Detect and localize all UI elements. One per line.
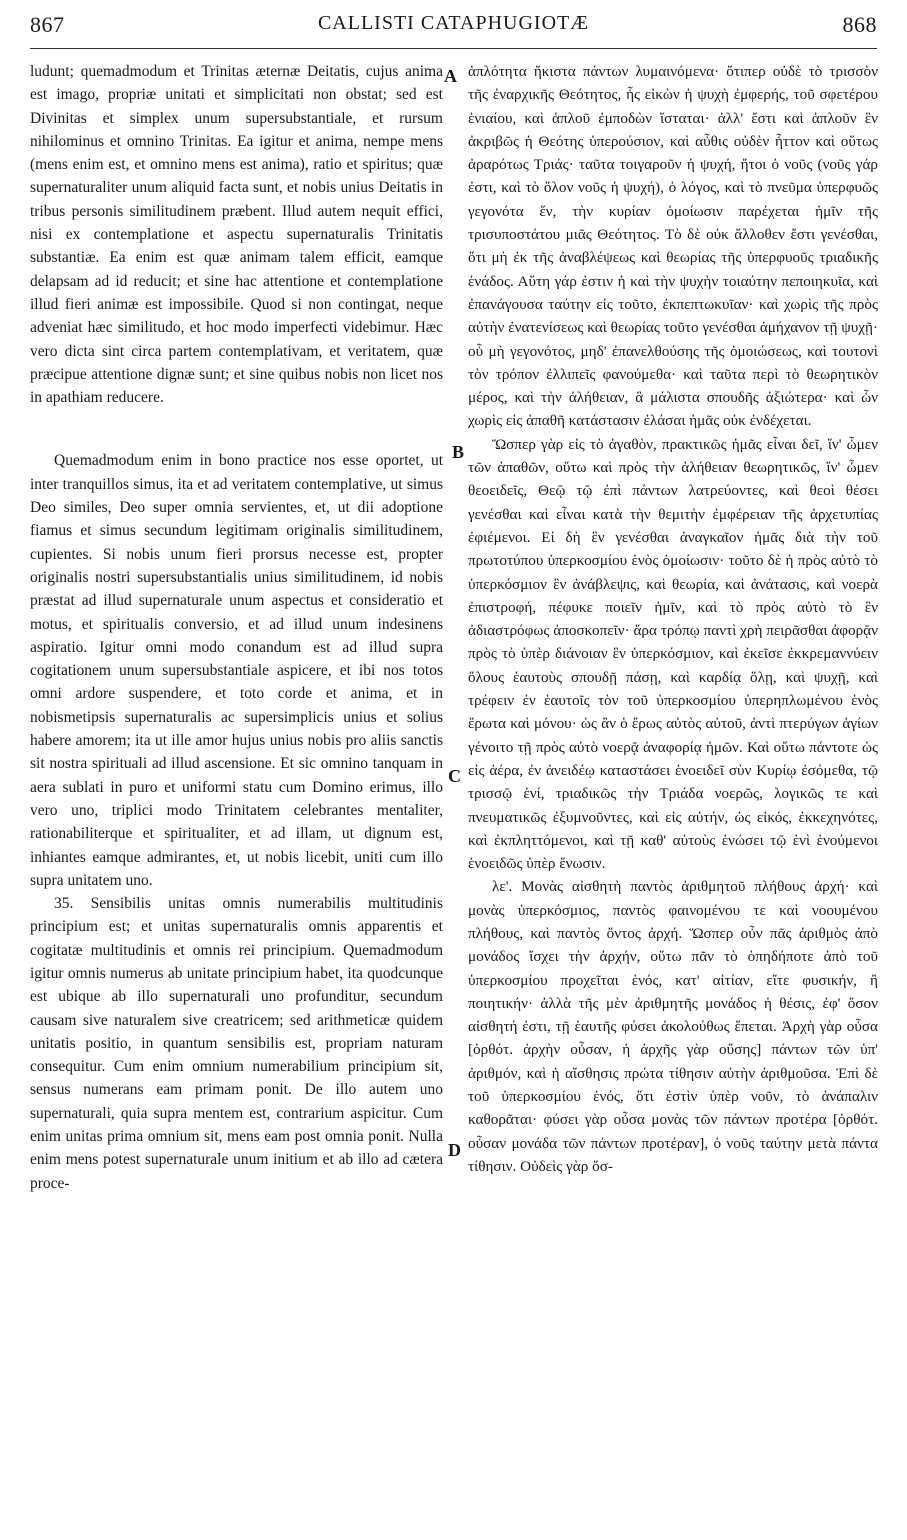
greek-column: [468, 60, 878, 1178]
greek-paragraph-1: ἁπλότητα ἥκιστα πάντων λυμαινόμενα· ὅτιπερ οὐδὲ τὸ τρισσὸν τῆς ἐναρχικῆς Θεότητος, ἧς εἰκὼν ἡ ψυχὴ ἐμφερής, τοῦ σφετέρου ἑνιαίου, καὶ ἁπλοῦ ἐμποδὼν ἵσταται· ἀλλ' ἔστι καὶ ἁπλοῦν ἓν ἀκριβῶς ἡ Θεότης ὑπερούσιον, καὶ αὖθις οὐδὲν ἧττον καὶ οὕτως ἀραρότως Τριάς· ταῦτα τοιγαροῦν ἡ ψυχή, ἤτοι ὁ νοῦς (νοῦς γάρ ἐστι, καὶ τὸ ὅλον νοῦς ἡ ψυχή), ὁ λόγος, καὶ τὸ πνεῦμα ὑπερφυῶς γεγονότα ἕν, τὴν κυρίαν ὁμοίωσιν παρέχεται ἡμῖν τῆς τρισυποστάτου μιᾶς Θεότητος. Τὸ δὲ οὐκ ἄλλοθεν ἔστι γενέσθαι, ὅτι μὴ ἐκ τῆς ἀναβλέψεως καὶ θεωρίας τῆς ὑπερφυοῦς τριαδικῆς ἑνάδος. Αὕτη γάρ ἐστιν ἡ καὶ τὴν ψυχὴν τοιαύτην πεποιηκυῖα, καὶ ἐπανάγουσα ταύτην εἰς τοῦτο, ἐκπεπτωκυῖαν· καὶ χωρὶς τῆς πρὸς αὐτὴν ἐνατενίσεως καὶ θεωρίας τοῦτο γενέσθαι ἀμήχανον τῇ ψυχῇ· οὗ μὴ γεγονότος, μηδ' ἐπανελθούσης τῆς ὁμοιώσεως, καὶ τουτονὶ τὸν τρόπον ἐλλιπεῖς φανούμεθα· καὶ ταῦτα περὶ τὸ θεωρητικὸν μέρος, καὶ τὴν ἀλήθειαν, ἃ μάλιστα σπουδῆς ἀξιώτερα· καὶ ὧν χωρὶς εἰς ἀπαθῆ κατάστασιν ἐλάσαι ἡμᾶς οὐκ ἐνδέχεται.: [468, 63, 878, 430]
greek-paragraph-3: λε'. Μονὰς αἰσθητὴ παντὸς ἀριθμητοῦ πλήθους ἀρχή· καὶ μονὰς ὑπερκόσμιος, παντὸς φαινομένου τε καὶ νοουμένου πλήθους, καὶ παντὸς ὄντος ἀρχή. Ὥσπερ οὖν πᾶς ἀριθμὸς ἀπὸ μονάδος ἴσχει τὴν ἀρχήν, οὕτω πᾶν τὸ ὁπηδήποτε ἀπὸ τοῦ ὑπερκοσμίου προχεῖται ἑνός, κατ' αἰτίαν, εἴτε φυσικήν, ἢ ποιητικήν· ἀλλὰ τῆς μὲν ἀριθμητῆς μονάδος ἡ θέσις, ἐφ' ὅσον αἰσθητή ἐστι, τῇ ἑαυτῆς φύσει ἀκολούθως ἕπεται. Ἀρχὴ γὰρ οὖσα [ὀρθότ. ἀρχὴν οὖσαν, ἡ ἀρχῆς γὰρ οὔσης] πάντων τῶν ὑπ' ἀριθμόν, καὶ ἡ αἴσθησις πρώτα τίθησιν αὐτὴν ἀριθμοῦσα. Ἐπὶ δὲ τοῦ ὑπερκοσμίου ἑνός, ὅτι ἐστὶν ὑπὲρ νοῦν, τὸ ἀνάπαλιν καθορᾶται· φύσει γὰρ οὖσα μονὰς τῶν πάντων προτέρα [ὀρθότ. οὖσαν μονάδα τῶν πάντων προτέραν], ὁ νοῦς ταύτην μετὰ πάντα τίθησιν. Οὐδεὶς γὰρ ὅσ-: [468, 878, 878, 1175]
section-marker-b: B: [452, 442, 465, 462]
page-header: [30, 8, 877, 49]
left-page-number: 867: [30, 12, 65, 37]
greek-paragraph-2: Ὥσπερ γὰρ εἰς τὸ ἀγαθὸν, πρακτικῶς ἡμᾶς εἶναι δεῖ, ἵν' ὦμεν τῶν ἀπαθῶν, οὕτω καὶ πρὸς τὴν ἀλήθειαν θεωρητικῶς, ἵν' ὦμεν θεοειδεῖς, Θεῷ τῷ ἐπὶ πάντων λατρεύοντες, καὶ θεοὶ θέσει γενέσθαι καὶ εἶναι κατὰ τὴν θεμιτὴν ἐμφέρειαν τῆς ἀρχετυπίας ἐφιέμενοι. Εἰ δὴ ἓν γενέσθαι ἀναγκαῖον ἡμᾶς διὰ τὴν τοῦ πρωτοτύπου ὑπερκοσμίου ἑνὸς ὁμοίωσιν· τοῦτο δὲ ἡ πρὸς αὐτὸ τὸ ὑπερκόσμιον ἓν ἀνάβλεψις, καὶ θεωρία, καὶ ἀνάτασις, καὶ νοερὰ ἐπιστροφή, πέφυκε ποιεῖν ἡμῖν, καὶ τὸ πρὸς αὐτὸ τὸ ἓν ἀδιαστρόφως ἀποσκοπεῖν· ἄρα τρόπῳ παντὶ χρὴ πειρᾶσθαι ἀφορᾷν πρὸς τὸ ὑπὲρ διάνοιαν ἓν ὑπερκόσμιον, καὶ ἐκεῖσε ἐκκρεμαννύειν ὅλους ἑαυτοὺς σπουδῇ πάσῃ, καὶ καρδίᾳ ὅλῃ, καὶ ψυχῇ, καὶ τρέφειν ἐν ἑαυτοῖς τὸν τοῦ ὑπερκοσμίου ὑπερηπλωμένου ἑνὸς ἔρωτα καὶ μόνου· ὡς ἂν ὁ ἔρως αὐτὸς αὐτοῦ, ἀντὶ πτερύγων ἁγίων γένοιτο τῇ πρὸς αὐτὸ νοερᾷ ἀναφορίᾳ ἡμῶν. Καὶ οὕτω πάντοτε ὡς εἰς ἀέρα, ἐν ἀνειδέῳ καταστάσει ἑνοειδεῖ σὺν Κυρίῳ ἐσόμεθα, τῷ τρισσῷ ἑνί, τριαδικῶς τὴν Τριάδα νοερῶς, λογικῶς τε καὶ πνευματικῶς ἐξυμνοῦντες, καὶ εἰς αὐτήν, ὡς εἰκός, ἐκκεχηνότες, καὶ ἐκπληττόμενοι, καὶ τῇ καθ' αὐτοὺς ἑνώσει τῷ ἑνὶ ἑνούμενοι ἑνοειδῶς ὑπὲρ ἕνωσιν.: [468, 435, 878, 873]
latin-paragraph-1: ludunt; quemadmodum et Trinitas æternæ Deitatis, cujus anima est imago, propriæ unitati et simplicitati non obstat; sed est Divinitas et simplex unum supersubstantiale, et rursum nihilominus et omnino Trinitas. Ea igitur et anima, nempe mens (mens enim est, et omnino mens est anima), ratio et spiritus; quæ supernaturaliter unum aliquid facta sunt, et nobis unius Deitatis in tribus personis similitudinem præbent. Illud autem nequit effici, nisi ex contemplatione et aspectu supernaturalis Trinitatis substantiæ. Ea enim est quæ animam talem efficit, eamque delapsam ad id reducit; et sine hac attentione et contemplatione illud fieri animæ est impossibile. Quod si non contingat, neque adveniat hæc similitudo, et hoc modo imperfecti videbimur. Hæc vero dicta sint circa partem contemplativam, et veritatem, quæ præcipue attentione dignæ sunt; et sine quibus nobis non licet nos in apathiam reducere.: [30, 63, 443, 407]
running-title: CALLISTI CATAPHUGIOTÆ: [317, 12, 590, 34]
latin-paragraph-2: Quemadmodum enim in bono practice nos esse oportet, ut inter tranquillos simus, ita et ad veritatem contemplative, ut simus Deo similes, Deo super omnia servientes, et, ut dii adoptione fiamus et simus secundum legitimam originalis similitudinem, cupientes. Si nobis unum fieri prorsus necesse est, propter originalis nostri supersubstantialis unius similitudinem, id nobis præstat ad illud supernaturale unum aspectus et consideratio et motus, et spiritualis conversio, et ad illud unum indesinens aspiratio. Igitur omni modo conandum est ad illud supra cogitationem unum supersubstantiale aspicere, et ibi nos totos omni ardore suspendere, et toto corde et anima, et in nobismetipsis supernaturalis ac supersimplicis unius et solius habere amorem; ita ut ille amor hujus unius nobis pro aliis sanctis sit nostra spirituali ad illud ascensione. Et sic omnino tanquam in aera sublati in puro et uniformi statu cum Domino erimus, illo vero uno, triplici modo Trinitatem celebrantes mentaliter, rationabiliterque et spiritualiter, et ad illam, ut dignum est, inhiantes eamque admirantes, et, ut nobis licebit, uniti cum illo supra unitatem uno.: [30, 452, 443, 889]
section-marker-d: D: [448, 1140, 461, 1160]
section-marker-c: C: [448, 766, 461, 786]
right-page-number: 868: [842, 12, 877, 37]
section-marker-a: A: [444, 66, 457, 86]
latin-paragraph-3: 35. Sensibilis unitas omnis numerabilis multitudinis principium est; et unitas supernaturalis omnis apparentis et cogitatæ multitudinis et omnis rei principium. Quemadmodum igitur omnis numerus ab unitate principium habet, ita quodcunque est ubique ab illo supernaturali uno profunditur, secundum causam sive naturalem sive creatricem; sed arithmeticæ quidem unitatis positio, in quantum sensibilis est, propriam naturam consequitur. Cum enim omnium numerabilium principium sit, sensus numerans eam primam ponit. De illo autem uno supernaturali, quia supra mentem est, contrarium aspicitur. Cum enim unitas prima omnium sit, mens eam post omnia ponit. Nulla enim mens potest supernaturale unum initium et ab illo ad cætera proce-: [30, 895, 443, 1192]
paragraph-gap: [30, 409, 443, 449]
latin-column: [30, 60, 443, 1195]
